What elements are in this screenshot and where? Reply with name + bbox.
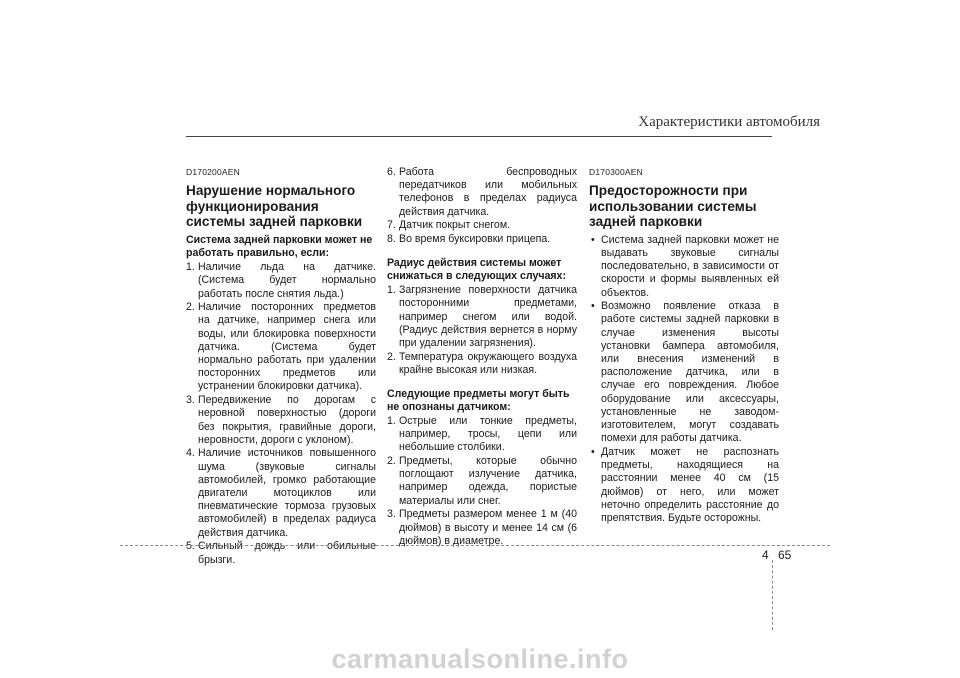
bullet-item	[589, 234, 779, 300]
item-text: Предметы, которые обычно поглощают излучение датчика, например одежда, пористые материалы или снег.	[399, 455, 577, 507]
column-range-limits	[387, 166, 577, 548]
footer-vertical-divider	[772, 560, 773, 630]
list-item	[186, 301, 376, 393]
item-number: 1.	[186, 261, 195, 274]
item-text: Наличие посторонних предметов на датчике, например снега или воды, или блокировка поверхности датчика. (Система будет нормально работать при удалении посторонних предметов или устранении блокировки датчика).	[198, 301, 376, 393]
list-item	[387, 233, 577, 246]
list-item	[186, 394, 376, 447]
bullet-item	[589, 300, 779, 445]
bullet-mark: •	[591, 233, 595, 246]
item-number: 7.	[387, 219, 396, 232]
item-text: Сильный дождь или обильные брызги.	[198, 540, 376, 566]
item-text: Возможно появление отказа в работе системы задней парковки в случае изменения высоты установки бампера автомобиля, или внесения изменений в расположение датчика, или в случае его повреждения. Любое оборудование или аксессуары, установленные не заводом-изготовителем, могут создавать помехи для работы датчика.	[601, 300, 779, 445]
item-number: 2.	[387, 455, 396, 468]
item-text: Передвижение по дорогам с неровной поверхностью (дороги без покрытия, гравийные дороги, неровности, дороги с уклоном).	[198, 394, 376, 446]
range-list	[387, 284, 577, 377]
range-subheading: Радиус действия системы может снижаться в следующих случаях:	[387, 256, 566, 282]
bullet-mark: •	[591, 300, 595, 313]
chapter-number: 4	[762, 548, 769, 562]
bullet-item	[589, 446, 779, 525]
item-number: 2.	[387, 350, 396, 363]
site-watermark: carmanualsonline.info	[331, 644, 629, 674]
item-number: 4.	[186, 447, 195, 460]
list-item	[387, 166, 577, 219]
list-item	[387, 415, 577, 455]
item-text: Система задней парковки может не выдавать звуковые сигналы последовательно, в зависимости от скорости и формы выявленных ей объектов.	[601, 233, 779, 299]
item-number: 3.	[186, 394, 195, 407]
list-item	[186, 261, 376, 301]
item-text: Датчик покрыт снегом.	[399, 219, 511, 232]
footer-divider	[120, 545, 830, 546]
bullet-mark: •	[591, 445, 595, 458]
list-item	[387, 455, 577, 508]
precautions-list	[589, 234, 779, 525]
item-number: 6.	[387, 166, 396, 178]
section-code: D170300AEN	[589, 167, 643, 177]
item-text: Наличие льда на датчике. (Система будет нормально работать после снятия льда.)	[198, 261, 376, 300]
undetected-subheading: Следующие предметы могут быть не опознаны датчиком:	[387, 387, 570, 413]
item-text: Датчик может не распознать предметы, находящиеся на расстоянии менее 40 см (15 дюймов) от него, или может неточно определить расстояние до препятствия. Будьте осторожны.	[601, 445, 779, 524]
item-text: Работа беспроводных передатчиков или мобильных телефонов в пределах радиуса действия датчика.	[399, 166, 577, 218]
column-precautions	[589, 166, 779, 526]
section-heading: Предосторожности при использовании системы задней парковки	[589, 183, 757, 230]
list-item	[387, 219, 577, 232]
undetected-list	[387, 415, 577, 548]
item-text: Предметы размером менее 1 м (40 дюймов) в высоту и менее 14 см (6 дюймов) в диаметре.	[399, 508, 577, 547]
item-text: Температура окружающего воздуха крайне высокая или низкая.	[399, 350, 577, 376]
item-number: 1.	[387, 284, 396, 297]
item-number: 2.	[186, 301, 195, 314]
section-header-title: Характеристики автомобиля	[638, 114, 820, 130]
list-item	[387, 508, 577, 548]
item-number: 5.	[186, 540, 195, 553]
header-divider	[186, 136, 772, 137]
section-heading: Нарушение нормального функционирования системы задней парковки	[186, 183, 363, 230]
item-text: Загрязнение поверхности датчика посторонними предметами, например снегом или водой. (Радиус действия вернется в норму при удалении загрязнения).	[399, 284, 577, 349]
section-subheading: Система задней парковки может не работать правильно, если:	[186, 233, 373, 259]
list-item	[387, 284, 577, 350]
item-text: Острые или тонкие предметы, например, тросы, цепи или небольшие столбики.	[399, 414, 577, 454]
item-number: 1.	[387, 414, 396, 427]
item-number: 3.	[387, 508, 396, 521]
column-malfunction	[186, 166, 376, 567]
list-item	[387, 351, 577, 377]
item-text: Наличие источников повышенного шума (звуковые сигналы автомобилей, громко работающие двигатели мотоциклов или пневматические тормоза грузовых автомобилей) в пределах радиуса действия датчика.	[198, 447, 376, 539]
list-item	[186, 447, 376, 539]
malfunction-list-continued	[387, 166, 577, 246]
page-number: 65	[778, 548, 792, 562]
section-code: D170200AEN	[186, 167, 240, 177]
malfunction-list	[186, 261, 376, 567]
item-number: 8.	[387, 233, 396, 246]
item-text: Во время буксировки прицепа.	[399, 233, 551, 246]
